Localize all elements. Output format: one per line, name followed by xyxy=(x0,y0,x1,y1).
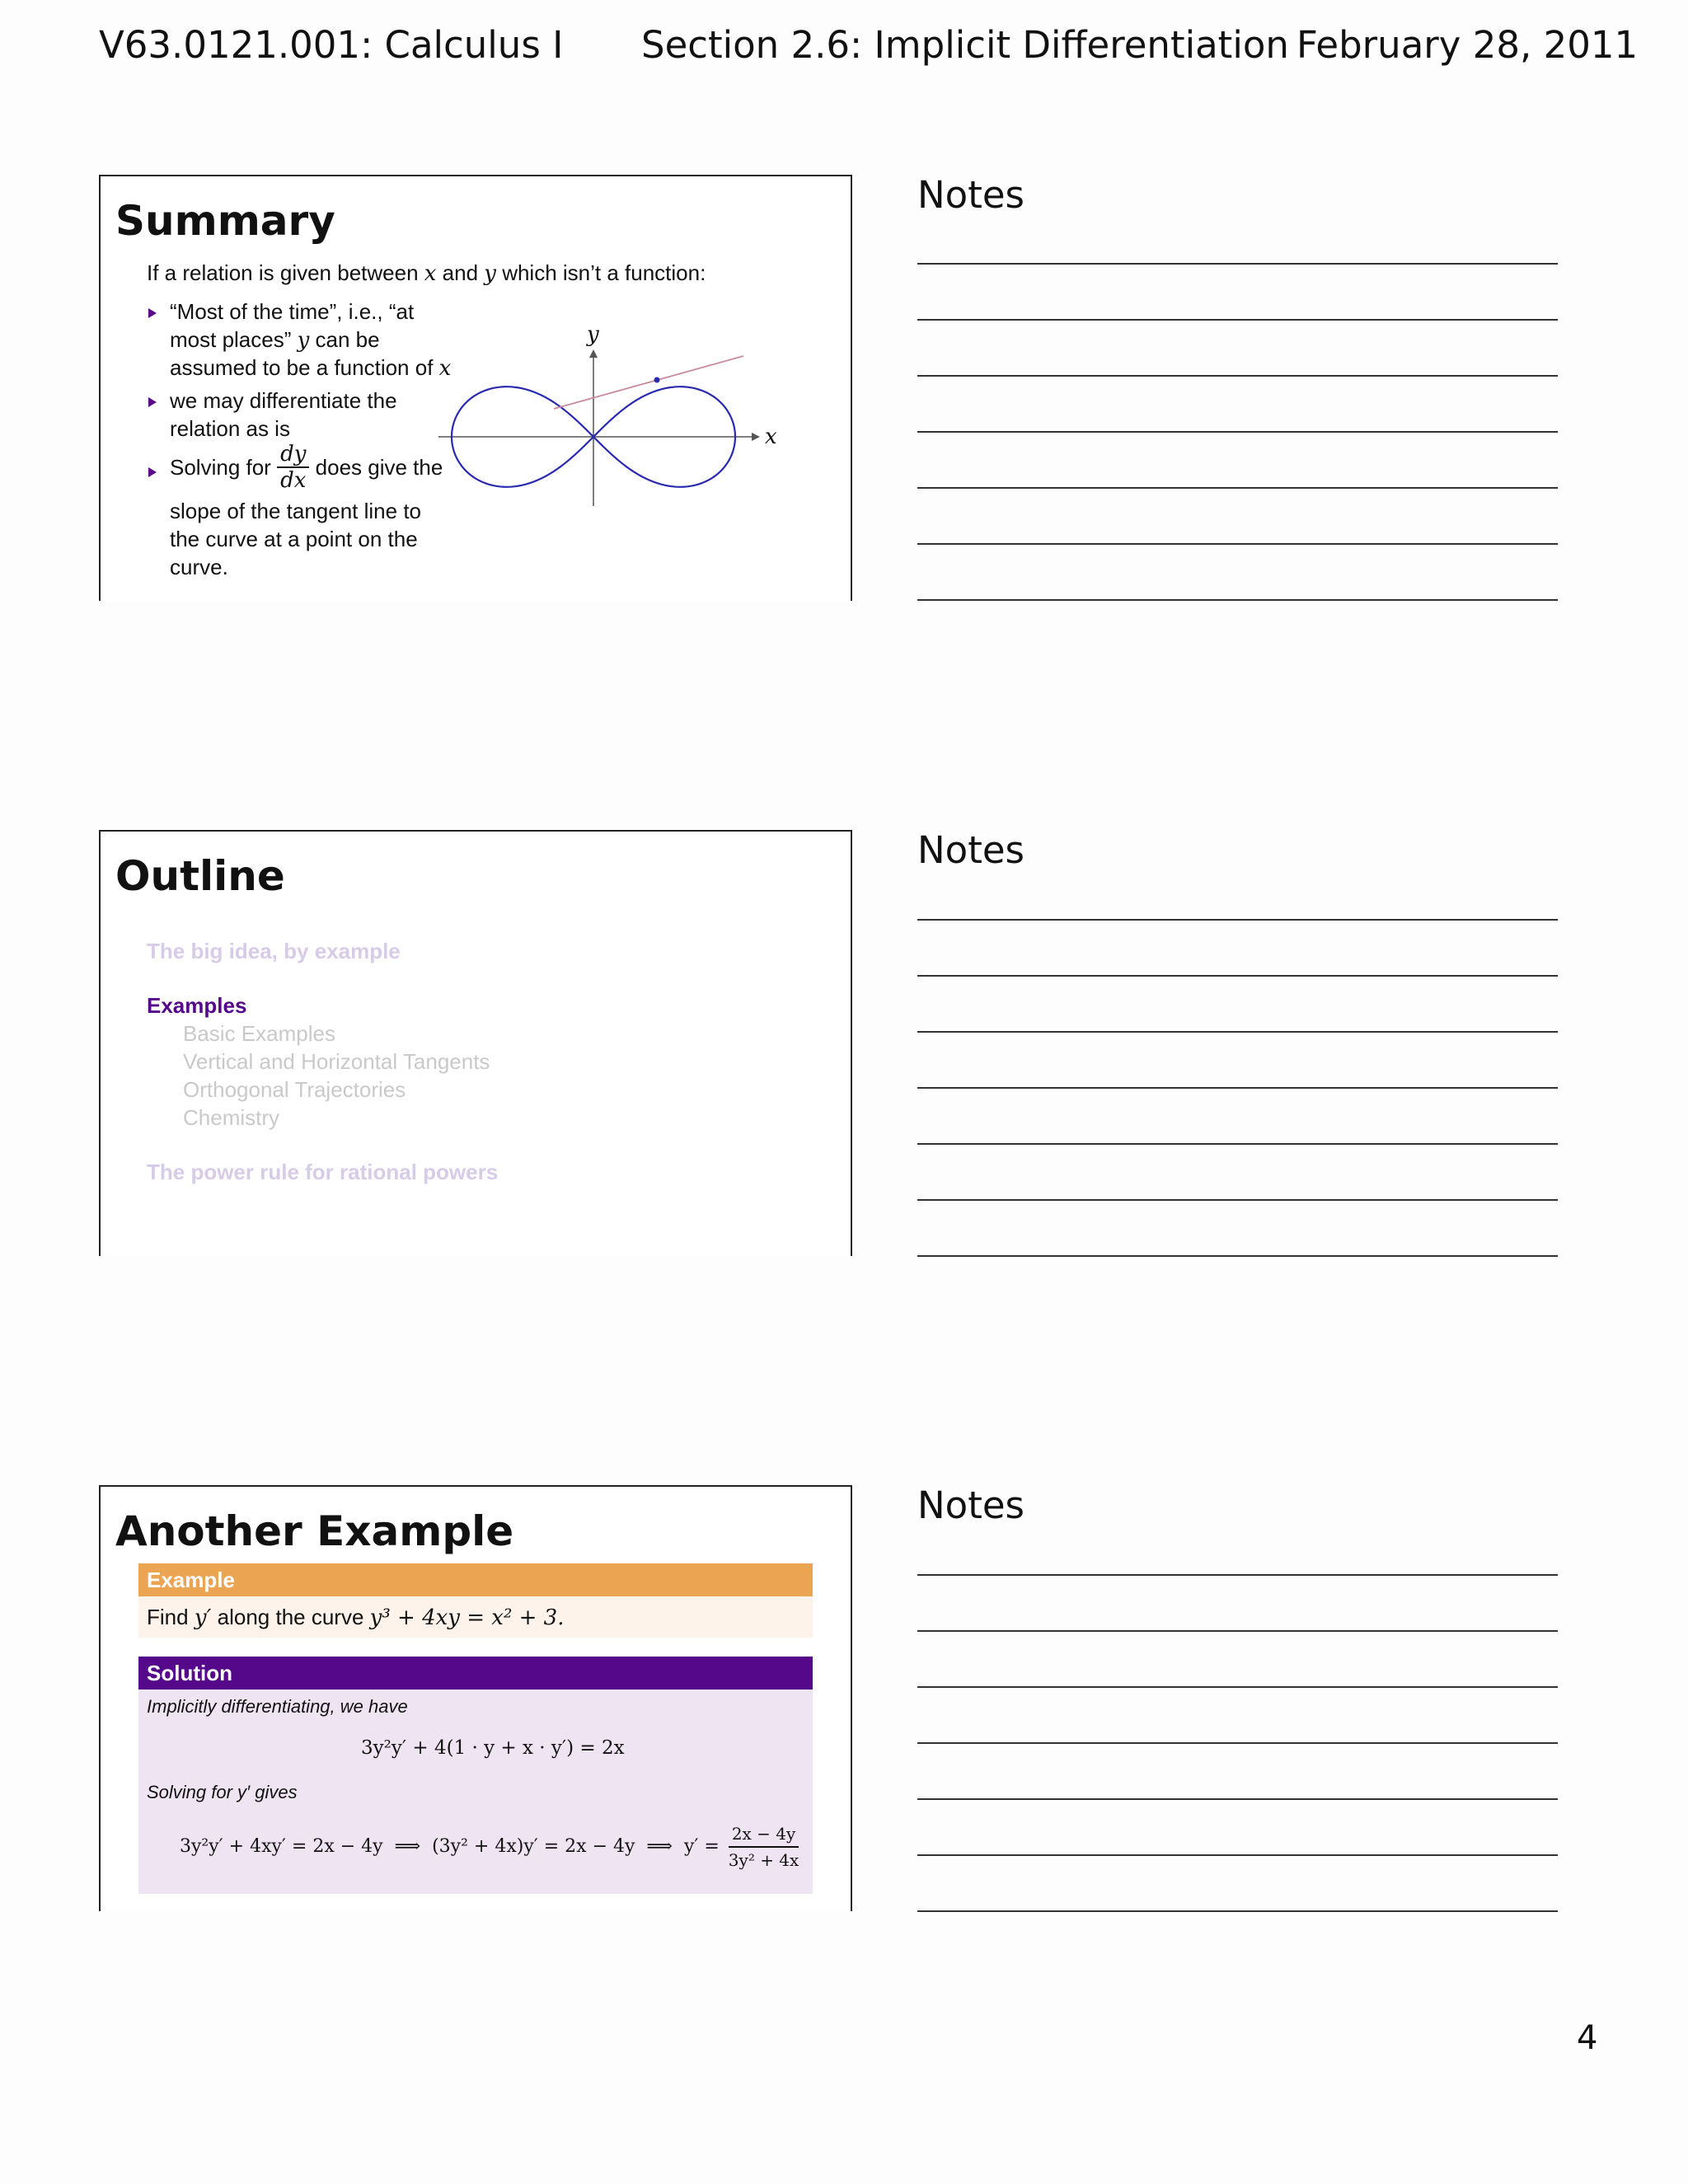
example-body xyxy=(138,1596,813,1638)
outline-sub-basic-examples: Basic Examples xyxy=(183,1021,335,1046)
notes-line xyxy=(917,975,1558,977)
bullet-1-line-2: most places” y can be xyxy=(170,327,380,353)
summary-intro: If a relation is given between x and y which isn’t a function: xyxy=(147,260,706,286)
bullet-3-line-1: Solving for $\frac{dy}{dx}$ does give the xyxy=(170,442,443,493)
notes-line xyxy=(917,543,1558,545)
bullet-3-line-3: the curve at a point on the xyxy=(170,527,418,551)
bullet-marker xyxy=(148,397,157,407)
example-text: Find y′ along the curve y³ + 4xy = x² + 3. xyxy=(147,1605,565,1630)
lemniscate-figure xyxy=(438,316,801,531)
notes-line xyxy=(917,1574,1558,1576)
notes-line xyxy=(917,919,1558,921)
notes-label-2: Notes xyxy=(917,828,1025,872)
notes-line xyxy=(917,1686,1558,1688)
solution-line-1: Implicitly differentiating, we have xyxy=(147,1696,408,1717)
bullet-2-line-1: we may differentiate the xyxy=(170,388,397,413)
notes-line xyxy=(917,1255,1558,1257)
outline-item-big-idea: The big idea, by example xyxy=(147,939,401,963)
notes-line xyxy=(917,487,1558,489)
outline-sub-chemistry: Chemistry xyxy=(183,1105,280,1130)
notes-line xyxy=(917,1199,1558,1201)
slide-summary xyxy=(99,175,852,601)
header-date: February 28, 2011 xyxy=(1296,23,1639,67)
notes-line xyxy=(917,1742,1558,1744)
equation-2: 3y²y′ + 4xy′ = 2x − 4y ⟹ (3y² + 4x)y′ = 2x − 4y ⟹ y′ = $\frac{2x - 4y}{\text{3y² + 4x}}$ xyxy=(180,1821,799,1876)
solution-body xyxy=(138,1690,813,1894)
y-axis-arrow xyxy=(589,349,598,358)
slide-title: Summary xyxy=(115,197,335,245)
notes-line xyxy=(917,1630,1558,1632)
outline-sub-tangents: Vertical and Horizontal Tangents xyxy=(183,1049,490,1074)
bullet-marker xyxy=(148,467,157,477)
y-axis-label: y xyxy=(587,322,599,347)
tangent-line xyxy=(554,356,743,409)
slide-title: Another Example xyxy=(115,1507,514,1555)
outline-sub-orthogonal: Orthogonal Trajectories xyxy=(183,1077,406,1102)
notes-line xyxy=(917,1087,1558,1089)
bullet-1-line-1: “Most of the time”, i.e., “at xyxy=(170,299,415,324)
notes-line xyxy=(917,1910,1558,1912)
bullet-marker xyxy=(148,308,157,318)
section-title: Section 2.6: Implicit Differentiation xyxy=(641,23,1289,67)
slide-outline xyxy=(99,830,852,1256)
equation-1: 3y²y′ + 4(1 · y + x · y′) = 2x xyxy=(361,1737,625,1759)
example-header: Example xyxy=(138,1563,813,1596)
notes-line xyxy=(917,1854,1558,1856)
notes-line xyxy=(917,263,1558,265)
x-axis-label: x xyxy=(765,424,777,449)
solution-header: Solution xyxy=(138,1657,813,1690)
notes-line xyxy=(917,599,1558,601)
tangent-point xyxy=(654,377,660,383)
notes-line xyxy=(917,1143,1558,1145)
bullet-3-line-2: slope of the tangent line to xyxy=(170,499,422,523)
notes-label-3: Notes xyxy=(917,1483,1025,1527)
outline-item-examples: Examples xyxy=(147,993,247,1018)
x-axis-arrow xyxy=(752,433,760,441)
course-title: V63.0121.001: Calculus I xyxy=(99,23,564,67)
y-prime-fraction: $\frac{2x - 4y}{\text{3y² + 4x}}$ xyxy=(729,1821,799,1872)
slide-title: Outline xyxy=(115,852,285,900)
solution-line-2: Solving for y′ gives xyxy=(147,1782,298,1802)
outline-item-power-rule: The power rule for rational powers xyxy=(147,1160,499,1184)
notes-line xyxy=(917,319,1558,321)
bullet-1-line-3: assumed to be a function of x xyxy=(170,355,452,381)
dy-dx-fraction: $\frac{dy}{dx}$ xyxy=(277,442,309,493)
page-number: 4 xyxy=(1577,2019,1598,2057)
bullet-3-line-4: curve. xyxy=(170,555,228,579)
slide-another-example xyxy=(99,1485,852,1911)
notes-line xyxy=(917,431,1558,433)
notes-line xyxy=(917,1031,1558,1033)
bullet-2-line-2: relation as is xyxy=(170,416,290,441)
notes-line xyxy=(917,1798,1558,1800)
notes-line xyxy=(917,375,1558,377)
notes-label-1: Notes xyxy=(917,173,1025,217)
